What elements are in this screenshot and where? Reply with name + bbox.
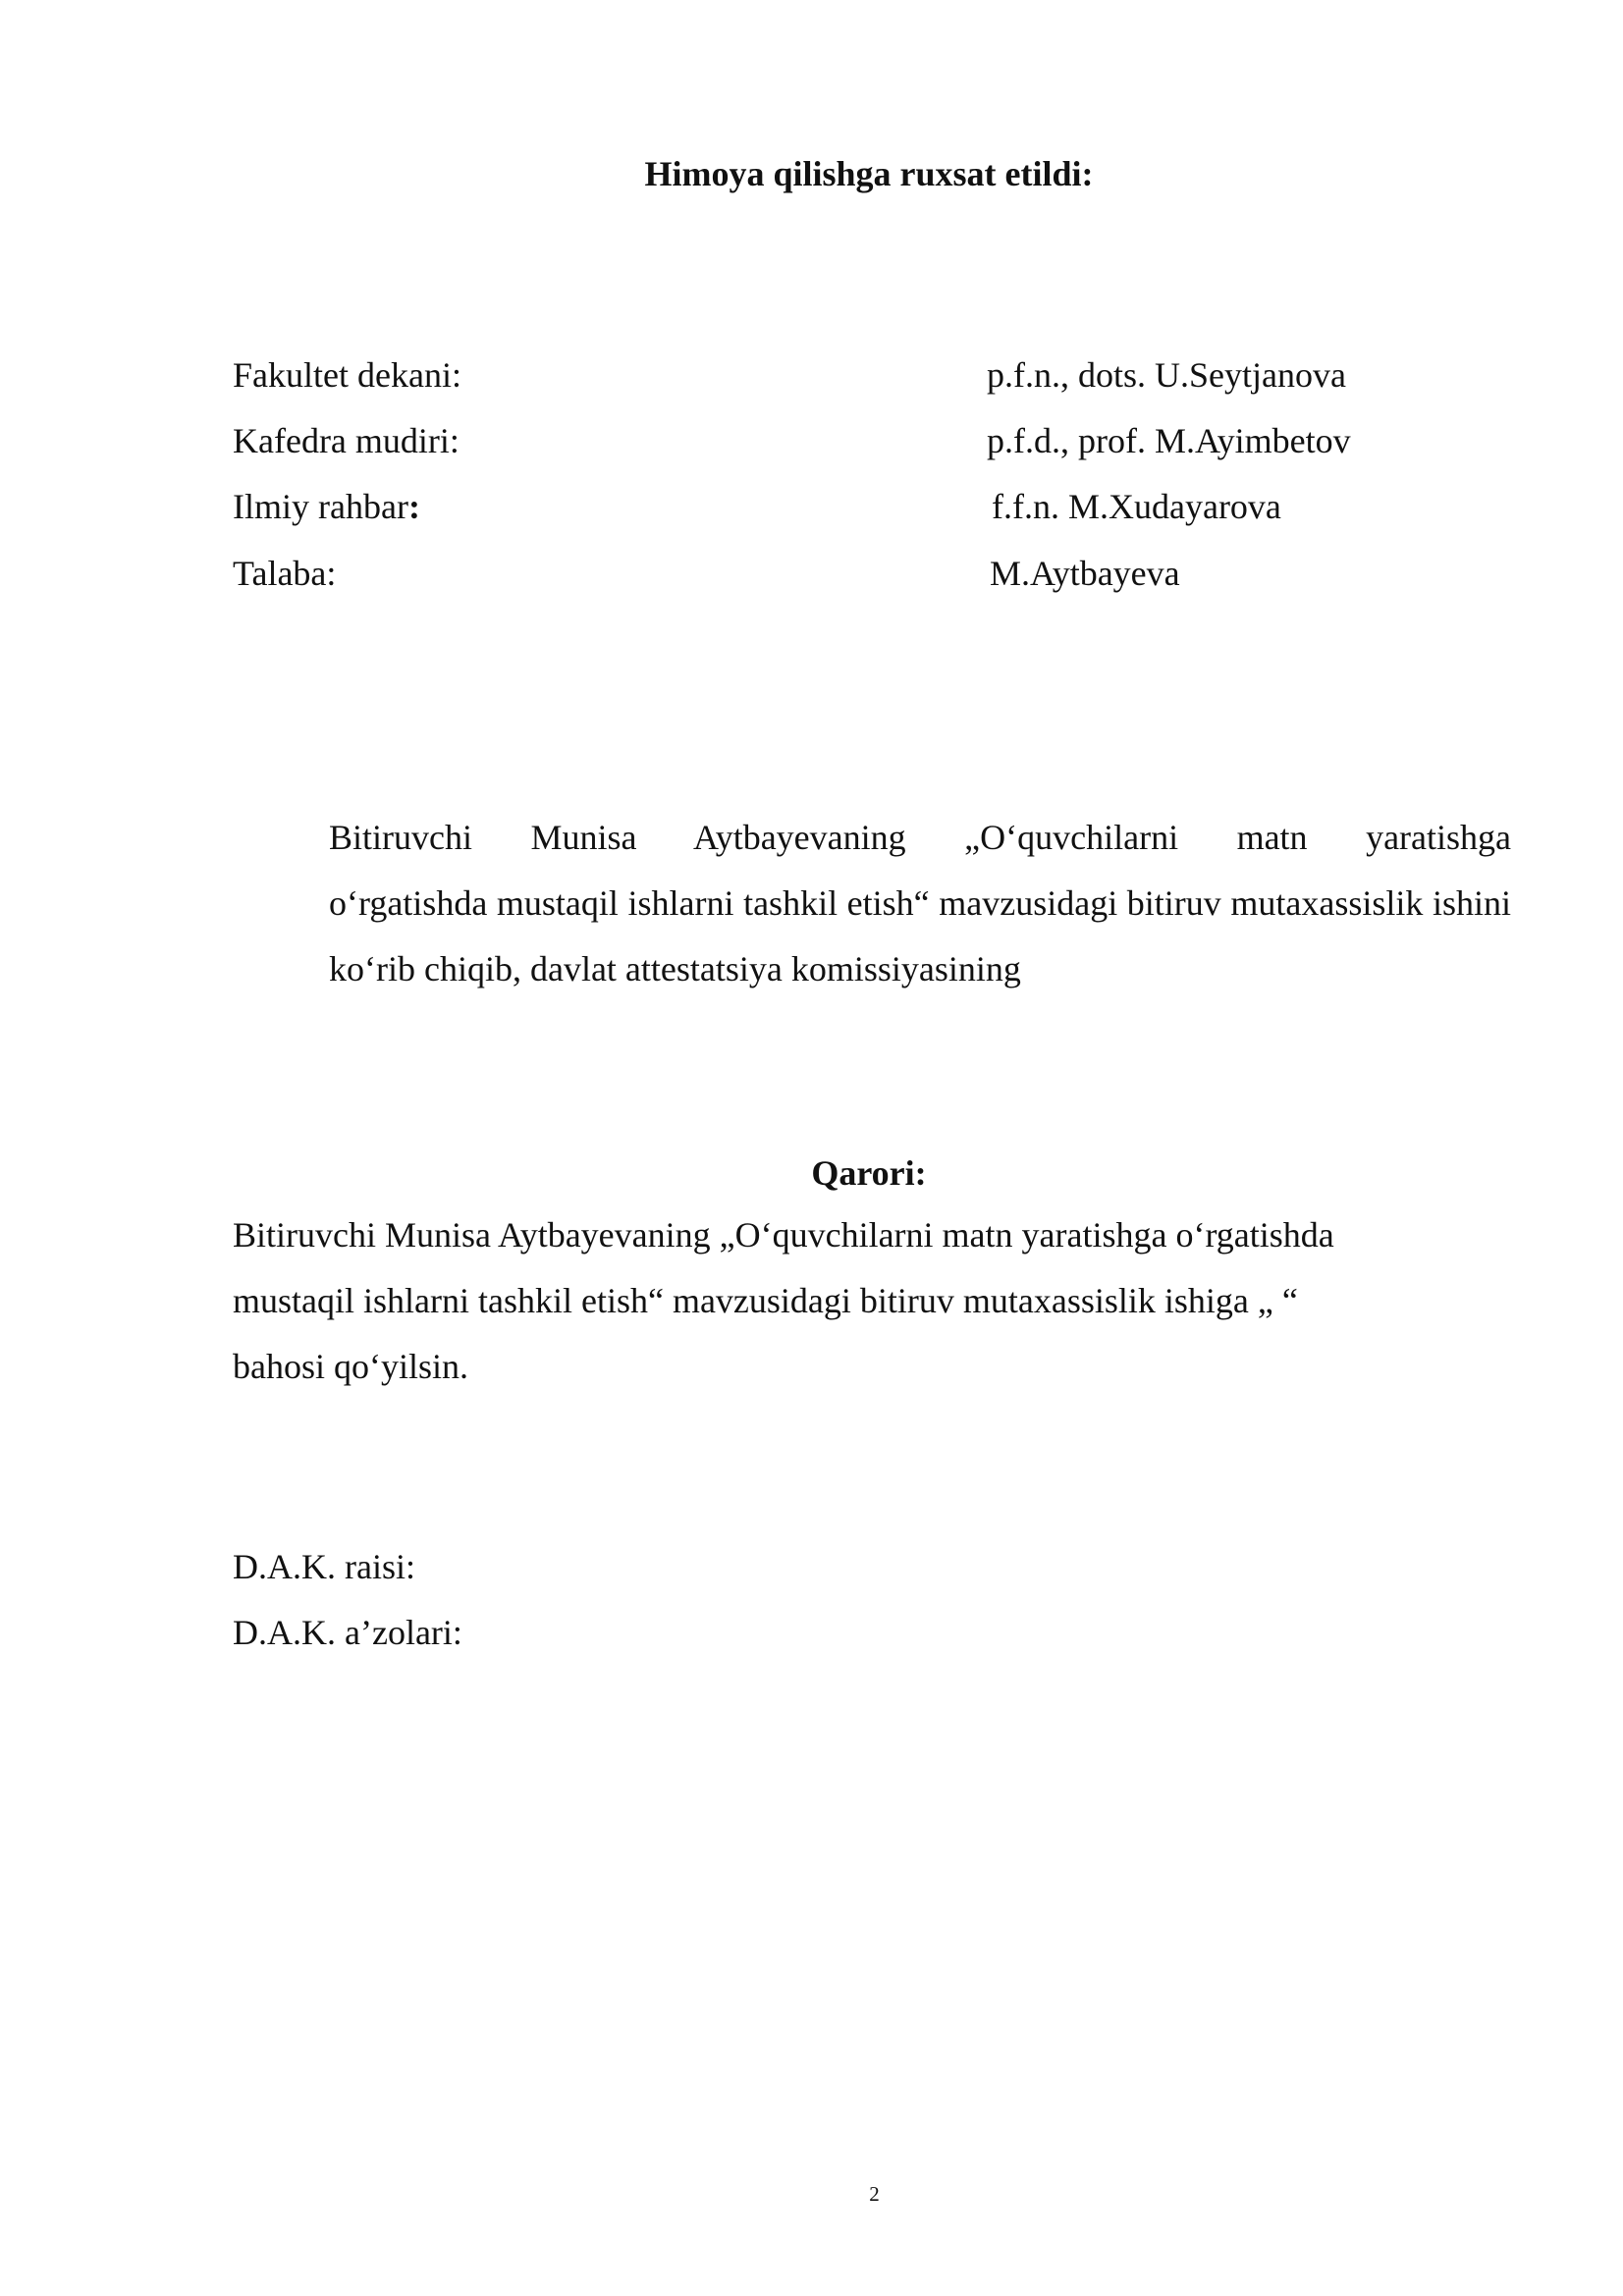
intro-paragraph [233,805,1511,1002]
approval-heading: Himoya qilishga ruxsat etildi: [644,154,1094,193]
intro-line: o‘rgatishda mustaqil ishlarni tashkil etish“ mavzusidagi bitiruv mutaxassislik ishini [329,883,1511,923]
signatory-row-dean [233,353,1460,412]
signatory-name: f.f.n. M.Xudayarova [992,487,1281,526]
signatory-role: Kafedra mudiri: [233,421,460,460]
decision-line: bahosi qo‘yilsin. [233,1347,468,1386]
intro-line: ko‘rib chiqib, davlat attestatsiya komissiyasining [329,949,1021,988]
commission-chair-label: D.A.K. raisi: [233,1547,415,1586]
commission-members-label: D.A.K. a’zolari: [233,1613,462,1652]
decision-paragraph [233,1202,1511,1400]
signatory-role: Fakultet dekani: [233,355,461,395]
intro-line: Bitiruvchi Munisa Aytbayevaning „O‘quvchilarni matn yaratishga [329,818,1511,857]
decision-heading: Qarori: [811,1153,927,1193]
decision-line: mustaqil ishlarni tashkil etish“ mavzusidagi bitiruv mutaxassislik ishiga „ “ [233,1281,1298,1320]
signatory-row-student [233,552,1460,611]
signatory-name: M.Aytbayeva [990,554,1180,593]
signatory-name: p.f.d., prof. M.Ayimbetov [987,421,1351,460]
decision-line: Bitiruvchi Munisa Aytbayevaning „O‘quvchilarni matn yaratishga o‘rgatishda [233,1215,1334,1255]
signatory-role: Talaba: [233,554,337,593]
signatory-role: Ilmiy rahbar [233,487,408,526]
signatory-role-wrapper [233,485,420,528]
signatory-row-department-head [233,419,1460,478]
signatory-name: p.f.n., dots. U.Seytjanova [987,355,1346,395]
signatory-row-supervisor [233,485,1460,544]
page-number: 2 [869,2182,880,2206]
signatory-role-colon: : [407,487,420,526]
